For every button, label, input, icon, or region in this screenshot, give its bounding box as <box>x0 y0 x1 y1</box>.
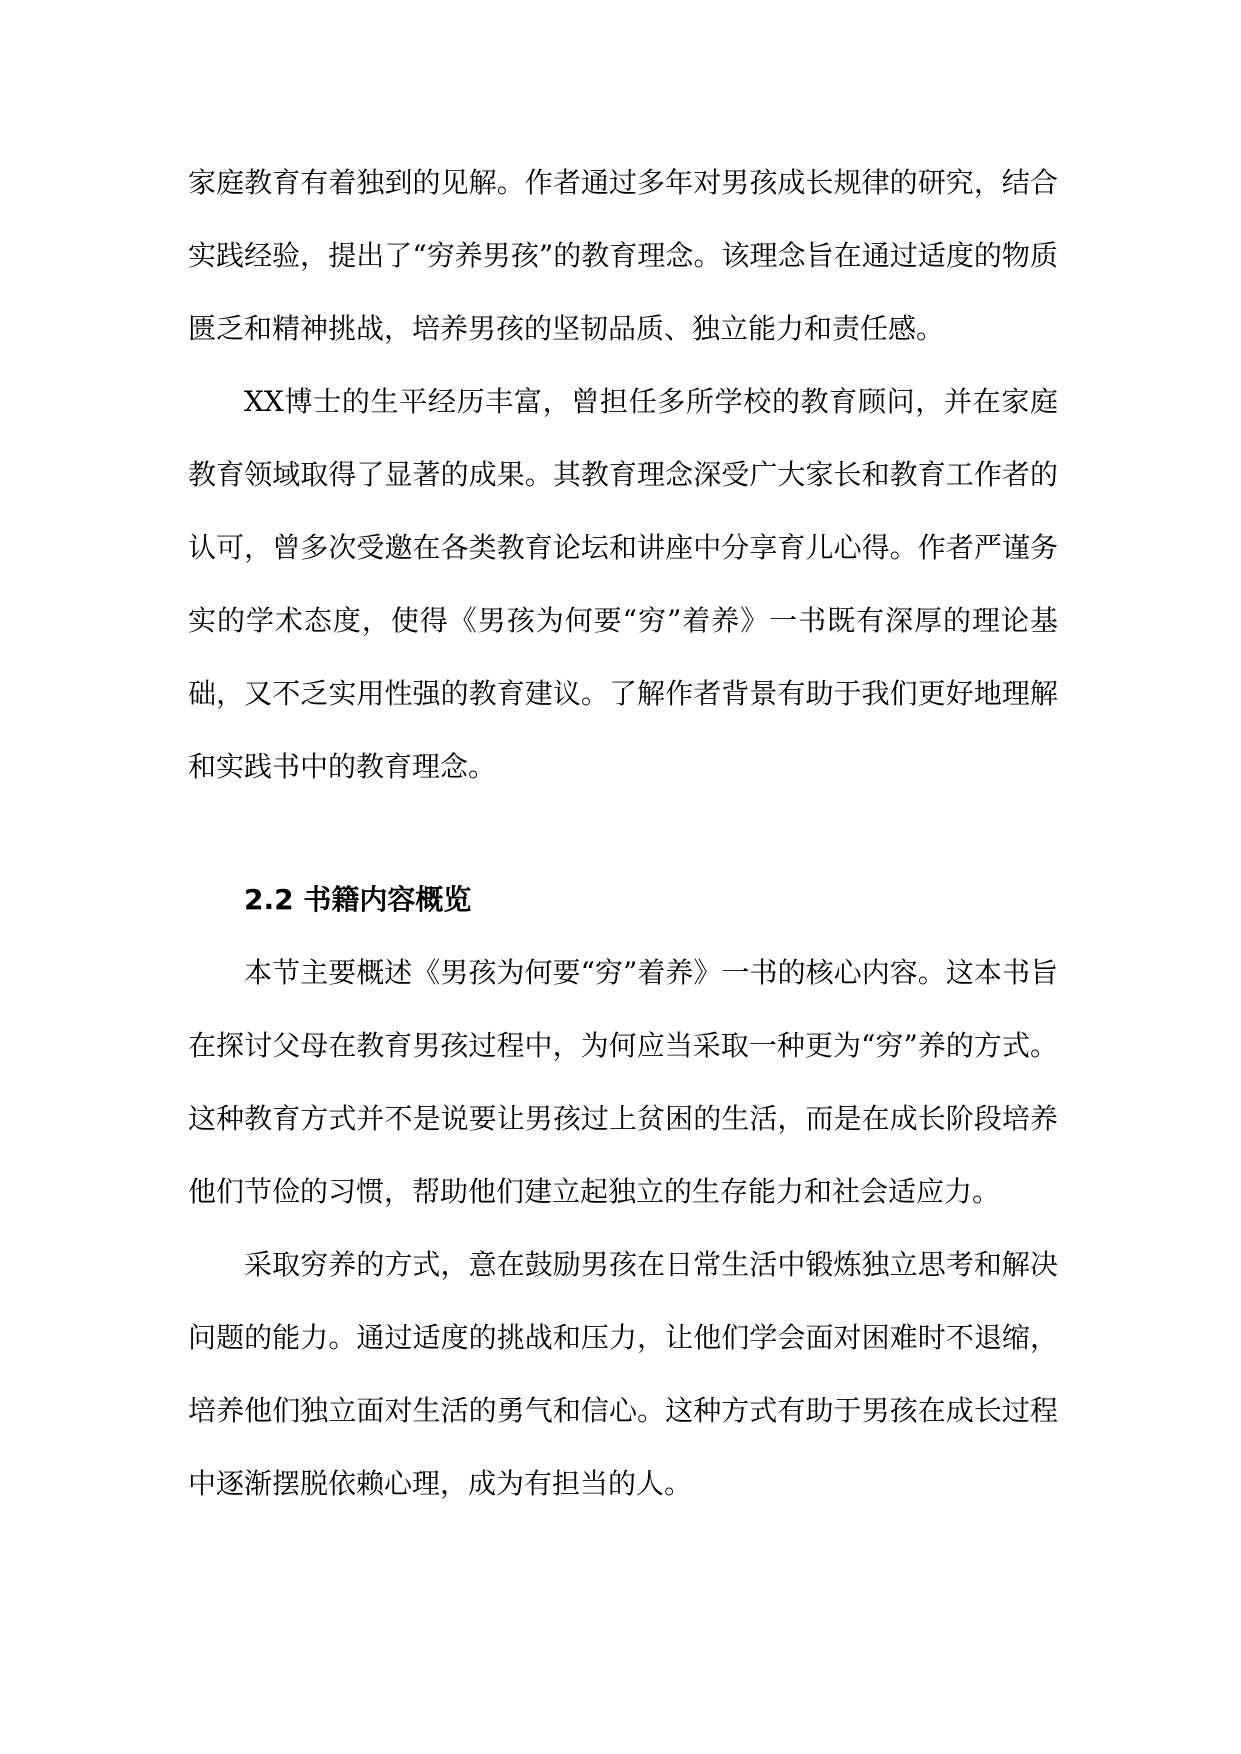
paragraph-continued-author-view: 家庭教育有着独到的见解。作者通过多年对男孩成长规律的研究，结合实践经验，提出了“穷养男孩”的教育理念。该理念旨在通过适度的物质匮乏和精神挑战，培养男孩的坚韧品质、独立能力和责任感。 <box>188 166 1058 345</box>
paragraph-author-background: XX博士的生平经历丰富，曾担任多所学校的教育顾问，并在家庭教育领域取得了显著的成果。其教育理念深受广大家长和教育工作者的认可，曾多次受邀在各类教育论坛和讲座中分享育儿心得。作者严谨务实的学术态度，使得《男孩为何要“穷”着养》一书既有深厚的理论基础，又不乏实用性强的教育建议。了解作者背景有助于我们更好地理解和实践书中的教育理念。 <box>188 385 1058 783</box>
section-heading: 2.2 书籍内容概览 <box>244 883 472 916</box>
paragraph-poor-raising-method: 采取穷养的方式，意在鼓励男孩在日常生活中锻炼独立思考和解决问题的能力。通过适度的挑战和压力，让他们学会面对困难时不退缩，培养他们独立面对生活的勇气和信心。这种方式有助于男孩在成长过程中逐渐摆脱依赖心理，成为有担当的人。 <box>188 1248 1058 1500</box>
paragraph-book-overview: 本节主要概述《男孩为何要“穷”着养》一书的核心内容。这本书旨在探讨父母在教育男孩过程中，为何应当采取一种更为“穷”养的方式。这种教育方式并不是说要让男孩过上贫困的生活，而是在成长阶段培养他们节俭的习惯，帮助他们建立起独立的生存能力和社会适应力。 <box>188 956 1058 1208</box>
document-body <box>188 146 1058 1520</box>
